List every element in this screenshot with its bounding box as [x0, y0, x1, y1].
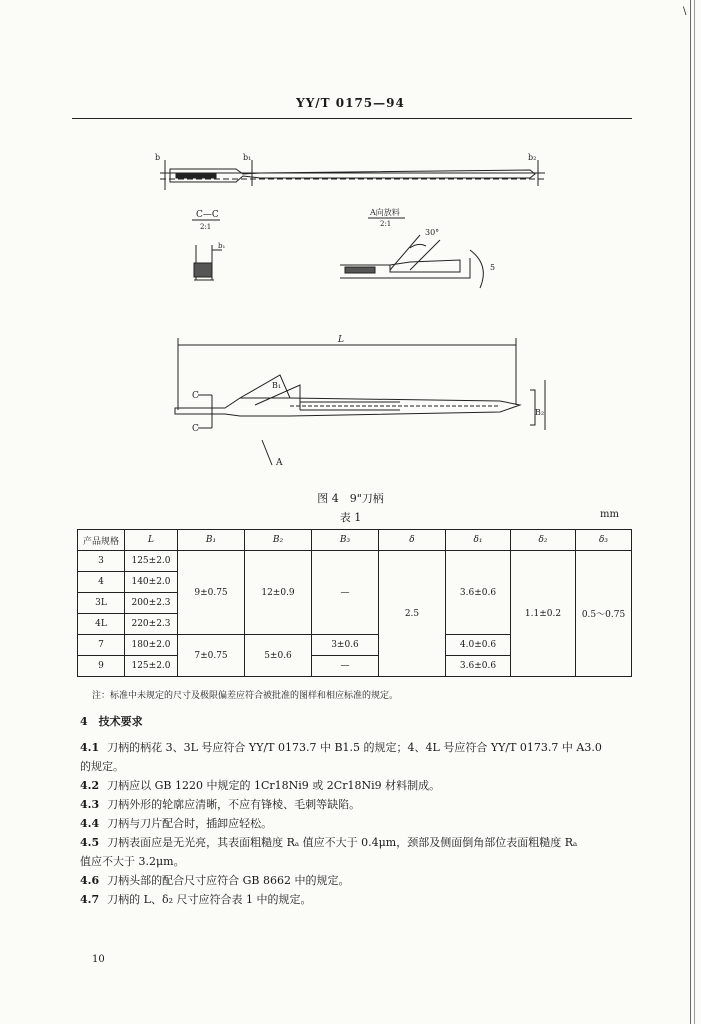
cell-L: 125±2.0 — [125, 656, 178, 677]
th-delta3: δ₃ — [576, 530, 632, 551]
cell-B3: — — [312, 656, 379, 677]
th-B1: B₁ — [178, 530, 245, 551]
th-delta2: δ₂ — [511, 530, 576, 551]
requirement-4-3 — [80, 795, 640, 814]
cell-spec: 4L — [78, 614, 125, 635]
label-view-a-scale: 2:1 — [380, 220, 392, 228]
th-B3: B₃ — [312, 530, 379, 551]
req-text: 值应不大于 3.2μm。 — [80, 855, 185, 868]
cell-L: 140±2.0 — [125, 572, 178, 593]
th-B2: B₂ — [245, 530, 312, 551]
req-text: 刀柄外形的轮廓应清晰，不应有锋棱、毛刺等缺陷。 — [107, 798, 361, 811]
label-b-top: b — [155, 153, 161, 162]
req-text: 刀柄应以 GB 1220 中规定的 1Cr18Ni9 或 2Cr18Ni9 材料制成。 — [107, 779, 441, 792]
th-delta1: δ₁ — [446, 530, 511, 551]
figure-caption: 图 4 9"刀柄 — [317, 492, 384, 505]
cell-delta: 2.5 — [379, 551, 446, 677]
label-b2-right: b₂ — [528, 153, 537, 162]
req-num: 4.3 — [80, 798, 100, 811]
technical-drawing — [0, 120, 701, 490]
label-B1-lower: B₁ — [272, 381, 282, 390]
cell-B1: 7±0.75 — [178, 635, 245, 677]
label-B2-lower: B₂ — [535, 408, 545, 417]
label-c-top: C — [192, 391, 199, 401]
page-number: 10 — [92, 954, 105, 965]
table-unit: mm — [600, 509, 619, 520]
req-num: 4.1 — [80, 741, 100, 754]
cell-spec: 3L — [78, 593, 125, 614]
req-num: 4.4 — [80, 817, 100, 830]
req-text: 刀柄的 L、δ₂ 尺寸应符合表 1 中的规定。 — [107, 893, 312, 906]
th-delta: δ — [379, 530, 446, 551]
cell-delta1: 4.0±0.6 — [446, 635, 511, 656]
requirement-4-5-cont — [80, 852, 640, 871]
req-num: 4.5 — [80, 836, 100, 849]
req-text: 刀柄表面应是无光亮，其表面粗糙度 Rₐ 值应不大于 0.4μm，颈部及侧面倒角部位表面粗糙度 Rₐ — [107, 836, 578, 849]
req-text: 刀柄的柄花 3、3L 号应符合 YY/T 0173.7 中 B1.5 的规定；4、4L 号应符合 YY/T 0173.7 中 A3.0 — [107, 741, 602, 754]
req-text: 刀柄头部的配合尺寸应符合 GB 8662 中的规定。 — [107, 874, 350, 887]
cell-delta1: 3.6±0.6 — [446, 656, 511, 677]
cell-delta1: 3.6±0.6 — [446, 551, 511, 635]
label-c-bottom: C — [192, 424, 199, 434]
requirement-4-1-cont — [80, 757, 640, 776]
cell-L: 220±2.3 — [125, 614, 178, 635]
cell-spec: 9 — [78, 656, 125, 677]
spec-table — [77, 529, 632, 677]
cell-L: 180±2.0 — [125, 635, 178, 656]
req-text: 的规定。 — [80, 760, 124, 773]
cell-spec: 7 — [78, 635, 125, 656]
cell-spec: 3 — [78, 551, 125, 572]
main-view — [175, 338, 545, 465]
requirement-4-6 — [80, 871, 640, 890]
label-view-a: A向放料 — [370, 208, 400, 217]
label-a-lower: A — [276, 458, 283, 468]
cell-L: 200±2.3 — [125, 593, 178, 614]
requirement-4-2 — [80, 776, 640, 795]
table-note: 注：标准中未规定的尺寸及极限偏差应符合被批准的图样和相应标准的规定。 — [92, 691, 399, 701]
cell-spec: 4 — [78, 572, 125, 593]
label-b1-mid: b₁ — [243, 153, 252, 162]
cell-delta2: 1.1±0.2 — [511, 551, 576, 677]
requirement-4-1 — [80, 738, 640, 757]
cell-B2: 12±0.9 — [245, 551, 312, 635]
requirement-4-4 — [80, 814, 640, 833]
table-header-row — [78, 530, 632, 551]
section-title: 4 技术要求 — [80, 715, 143, 728]
th-L: L — [125, 530, 178, 551]
corner-mark: \ — [683, 6, 687, 17]
cell-delta3: 0.5～0.75 — [576, 551, 632, 677]
side-view — [160, 160, 545, 190]
table-row — [78, 551, 632, 572]
cell-B3: 3±0.6 — [312, 635, 379, 656]
requirement-4-5 — [80, 833, 640, 852]
section-cc-drawing — [194, 245, 222, 280]
page-header: YY/T 0175—94 — [296, 96, 405, 110]
req-num: 4.6 — [80, 874, 100, 887]
req-num: 4.7 — [80, 893, 100, 906]
header-rule — [72, 118, 632, 119]
req-num: 4.2 — [80, 779, 100, 792]
cell-B1: 9±0.75 — [178, 551, 245, 635]
label-b1-section: b₁ — [218, 242, 226, 250]
table-title: 表 1 — [339, 511, 362, 524]
cell-B3: — — [312, 551, 379, 635]
label-section-cc-scale: 2:1 — [200, 223, 212, 231]
th-spec: 产品规格 — [78, 530, 125, 551]
cell-B2: 5±0.6 — [245, 635, 312, 677]
view-a-drawing — [340, 235, 483, 288]
label-five: 5 — [490, 263, 496, 272]
label-section-cc: C—C — [196, 210, 219, 220]
label-length: L — [338, 335, 344, 345]
cell-L: 125±2.0 — [125, 551, 178, 572]
requirement-4-7 — [80, 890, 640, 909]
req-text: 刀柄与刀片配合时，插卸应轻松。 — [107, 817, 273, 830]
label-angle: 30° — [425, 228, 440, 237]
